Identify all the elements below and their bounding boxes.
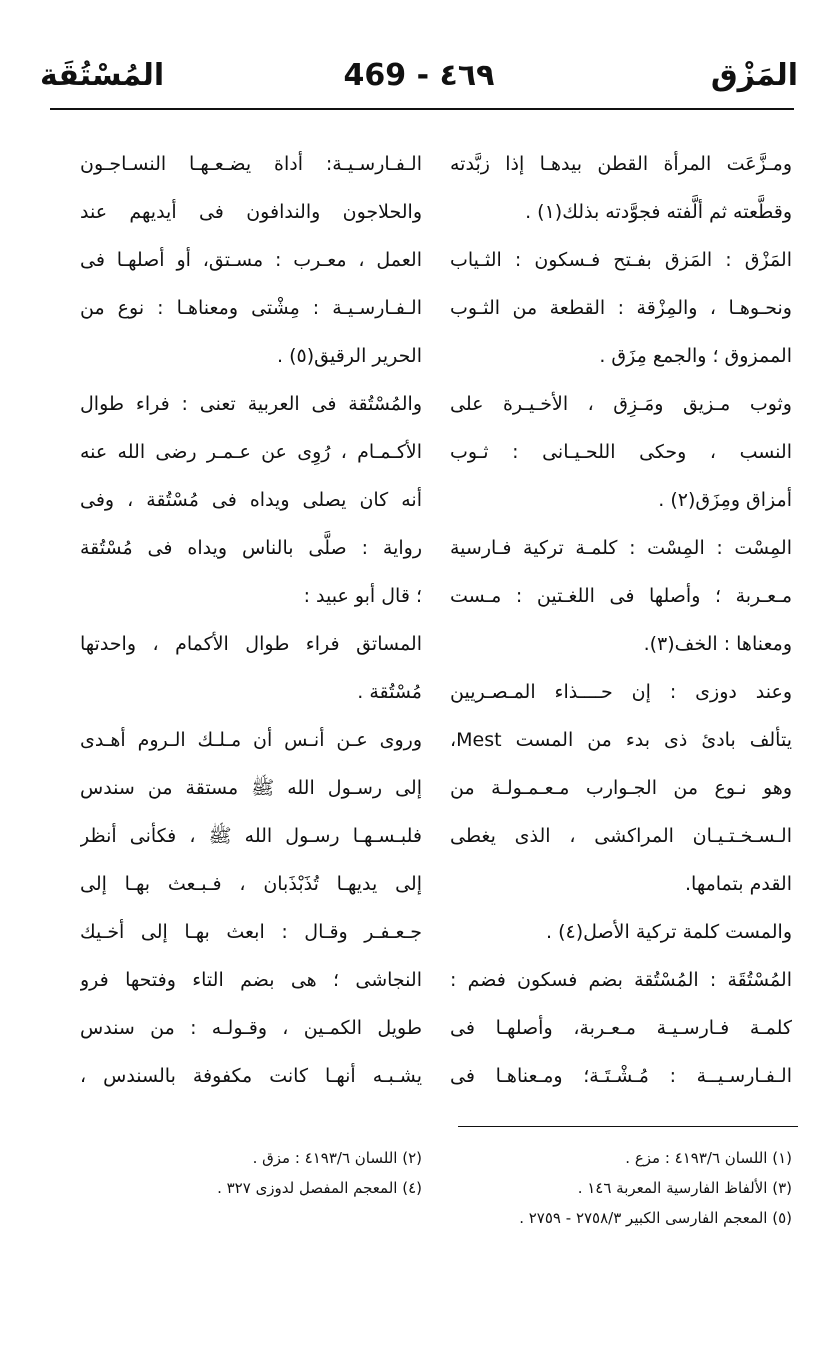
text-line: الحرير الرقيق(٥) .: [277, 345, 422, 367]
footnote: (٢) اللسان ٤١٩٣/٦ : مزق .: [252, 1149, 422, 1167]
text-line: ونحـوهـا ، والمِزْقة : القطعة من الثـوب: [450, 297, 792, 319]
text-line: أمزاق ومِزَق(٢) .: [658, 489, 792, 511]
text-line: إلى رسـول الله ﷺ مستقة من سندس: [80, 777, 422, 799]
text-line: فلبـسـهـا رسـول الله ﷺ ، فكأنى أنظر: [80, 825, 422, 847]
text-line: يشـبـه أنهـا كانت مكفوفة بالسندس ،: [80, 1065, 422, 1087]
text-line: وعند دوزى : إن حــــذاء المـصـريين: [450, 681, 792, 703]
text-line: المُسْتُقَة : المُسْتُقة بضم فسكون فضم :: [450, 969, 792, 991]
text-line: ومعناها : الخف(٣).: [643, 633, 792, 655]
text-line: الأكـمـام ، رُوِى عن عـمـر رضى الله عنه: [80, 441, 422, 463]
text-line: المَزْق : المَزق بفـتح فـسكون : الثـياب: [450, 249, 792, 271]
right-text-column: [450, 140, 792, 1100]
footnote: (٥) المعجم الفارسى الكبير ٢٧٥٨/٣ - ٢٧٥٩ .: [519, 1209, 792, 1227]
text-line: أنه كان يصلى ويداه فى مُسْتُقة ، وفى: [80, 489, 422, 511]
text-line: الـفـارسـيـة : مِشْتى ومعناهـا : نوع من: [80, 297, 422, 319]
text-line: العمل ، معـرب : مسـتق، أو أصلهـا فى: [80, 249, 422, 271]
footnote-rule: [458, 1126, 798, 1127]
text-line: ؛ قال أبو عبيد :: [303, 585, 422, 607]
page-header: [40, 48, 798, 108]
text-line: وقطَّعته ثم ألَّفته فجوَّدته بذلك(١) .: [525, 201, 792, 223]
text-line: الـفـارسـيـة: أداة يضـعـهـا النسـاجـون: [80, 153, 422, 175]
text-line: كلمـة فـارسـيـة مـعـربة، وأصلهـا فى: [450, 1017, 792, 1039]
footnote: (٣) الألفاظ الفارسية المعربة ١٤٦ .: [577, 1179, 792, 1197]
text-line: يتألف بادئ ذى بدء من المست Mest،: [450, 729, 792, 751]
footnote: (٤) المعجم المفصل لدوزى ٣٢٧ .: [217, 1179, 422, 1197]
text-line: والمست كلمة تركية الأصل(٤) .: [546, 921, 792, 943]
text-line: الممزوق ؛ والجمع مِزَق .: [599, 345, 792, 367]
text-line: والمُسْتُقة فى العربية تعنى : فراء طوال: [80, 393, 422, 415]
left-headword: المُسْتُقَة: [40, 58, 165, 93]
text-line: ومـزَّعَت المرأة القطن بيدهـا إذا زبَّدته: [450, 153, 792, 175]
text-line: الـسـخـتـيـان المراكشى ، الذى يغطى: [450, 825, 792, 847]
text-line: وثوب مـزيق ومَـزِق ، الأخـيـرة على: [450, 393, 792, 415]
text-line: جـعـفـر وقـال : ابعث بهـا إلى أخـيك: [80, 921, 422, 943]
page-number: 469 - ٤٦٩: [343, 58, 495, 93]
text-line: وهو نـوع من الجـوارب مـعـمـولـة من: [450, 777, 792, 799]
right-headword: المَزْق: [710, 58, 798, 93]
text-line: وروى عـن أنـس أن مـلـك الـروم أهـدى: [80, 729, 422, 751]
text-line: مُسْتُقة .: [357, 681, 422, 703]
text-line: رواية : صلَّى بالناس ويداه فى مُسْتُقة: [80, 537, 422, 559]
text-line: مـعـربة ؛ وأصلها فى اللغـتين : مـست: [450, 585, 792, 607]
footnotes-left: [80, 1143, 422, 1203]
text-line: المساتق فراء طوال الأكمام ، واحدتها: [80, 633, 422, 655]
text-line: القدم بتمامها.: [684, 873, 792, 895]
text-line: النسب ، وحكى اللحـيـانى : ثـوب: [450, 441, 792, 463]
header-rule: [50, 108, 794, 110]
text-line: المِسْت : المِسْت : كلمـة تركية فـارسية: [450, 537, 792, 559]
left-text-column: [80, 140, 422, 1100]
text-line: إلى يديهـا تُذَبْذَبان ، فـبـعث بهـا إلى: [80, 873, 422, 895]
text-line: الـفـارسـيــة : مُـشْـتَـة؛ ومـعناهـا فى: [450, 1065, 792, 1087]
text-line: النجاشى ؛ هى بضم التاء وفتحها فرو: [80, 969, 422, 991]
text-line: طويل الكمـين ، وقـولـه : من سندس: [80, 1017, 422, 1039]
footnotes-right: [450, 1143, 792, 1233]
footnote: (١) اللسان ٤١٩٣/٦ : مزع .: [625, 1149, 792, 1167]
text-line: والحلاجون والندافون فى أيديهم عند: [80, 201, 422, 223]
